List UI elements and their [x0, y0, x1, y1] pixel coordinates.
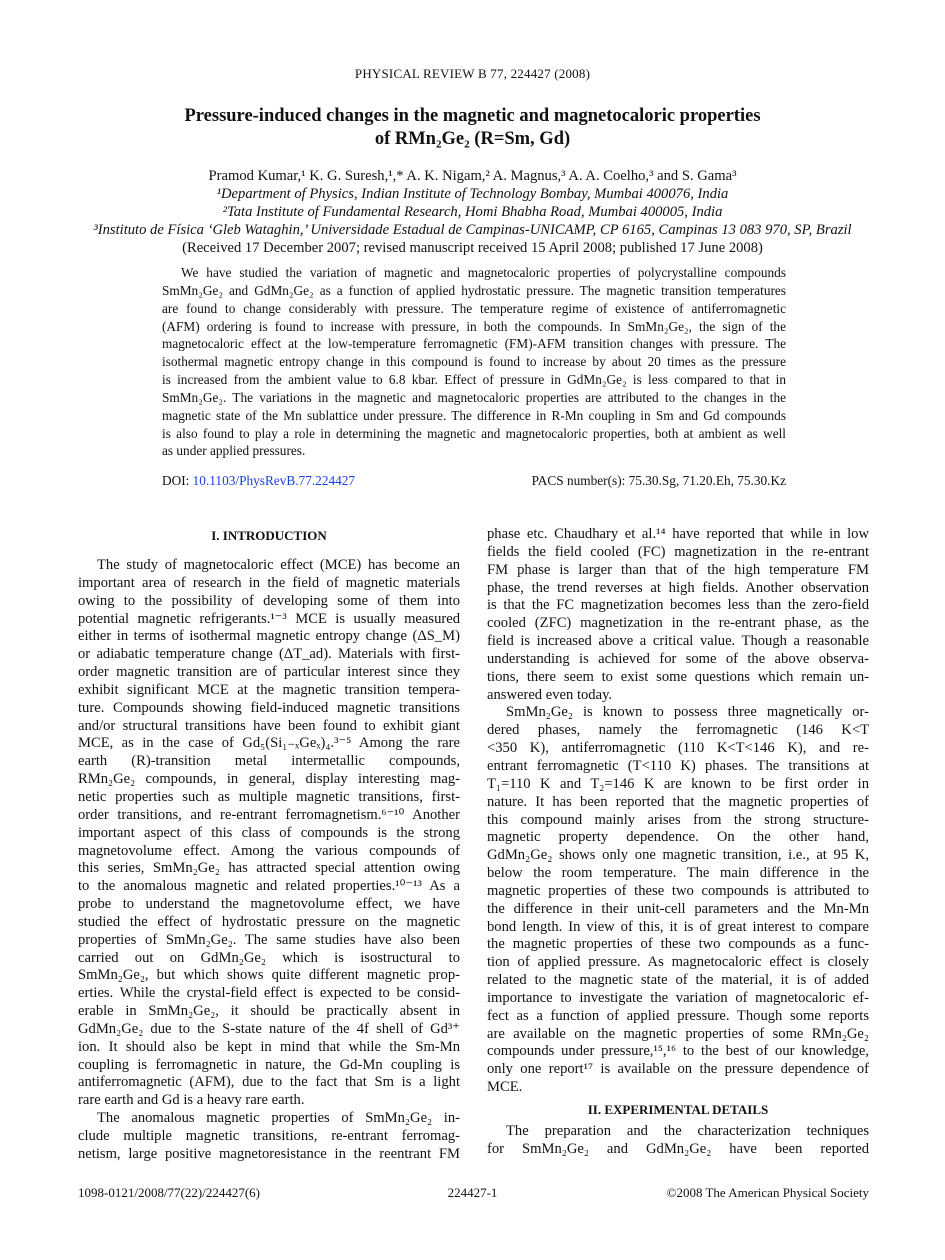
text-line: SmMn₂Ge₂ is known to possess three magnetically or-: [506, 704, 869, 721]
text-line: (AFM) ordering is found to increase with pressure, in both the compounds. In SmMn₂Ge₂, the sign of the: [162, 318, 786, 334]
text-line: compounds under pressure,¹⁵,¹⁶ to the best of our knowledge,: [487, 1043, 869, 1060]
text-line: or adiabatic temperature change (ΔT_ad). Materials with first-: [78, 646, 460, 663]
text-line: rare earth and Gd is a heavy rare earth.: [78, 1092, 305, 1109]
text-line: the difference in their unit-cell parameters and the Mn-Mn: [487, 900, 869, 917]
text-line: phase etc. Chaudhary et al.¹⁴ have reported that while in low: [487, 526, 869, 542]
text-line: The study of magnetocaloric effect (MCE) has become an: [97, 557, 460, 573]
author-list: Pramod Kumar,¹ K. G. Suresh,¹,* A. K. Nigam,² A. Magnus,³ A. A. Coelho,³ and S. Gama³: [208, 168, 737, 184]
doi-link[interactable]: 10.1103/PhysRevB.77.224427: [192, 473, 356, 488]
paragraph: [487, 704, 869, 1097]
paragraph: [78, 1110, 460, 1164]
text-line: coupling is ferromagnetic in nature, the Gd-Mn coupling is: [78, 1056, 460, 1073]
text-line: this compound mainly arises from the strong structure-: [487, 811, 869, 828]
text-line: MCE, as in the case of Gd₅(Si₁₋ₓGeₓ)₄.³⁻⁵ Among the rare: [78, 735, 460, 752]
footer-copyright: ©2008 The American Physical Society: [666, 1185, 869, 1200]
text-line: entrant ferromagnetic (T<110 K) phases. The transitions at: [487, 757, 869, 774]
affiliation-2: ²Tata Institute of Fundamental Research, Homi Bhabha Road, Mumbai 400005, India: [222, 204, 723, 220]
text-line: ion. It should also be kept in mind that while the Sm-Mn: [78, 1038, 460, 1055]
journal-header: PHYSICAL REVIEW B 77, 224427 (2008): [354, 66, 591, 81]
author-block: [0, 167, 945, 257]
text-line: answered even today.: [487, 686, 613, 703]
text-line: isothermal magnetic entropy change in this compound is found to increase by about 20 times as the pressure: [162, 354, 786, 370]
text-line: GdMn₂Ge₂ shows only one magnetic transition, i.e., at 95 K,: [487, 847, 869, 864]
text-line: importance to investigate the variation of magnetocaloric ef-: [487, 989, 869, 1006]
text-line: this series, SmMn₂Ge₂ has attracted special attention owing: [78, 860, 460, 877]
text-line: The preparation and the characterization techniques: [506, 1123, 869, 1139]
text-line: exhibit significant MCE at the magnetic transition tempera-: [78, 681, 460, 698]
text-line: carried out on GdMn₂Ge₂ which is isostructural to: [78, 949, 460, 966]
section-heading-introduction: I. INTRODUCTION: [211, 528, 327, 543]
text-line: erties. While the crystal-field effect is expected to be consid-: [78, 985, 460, 1002]
affiliation-3: ³Instituto de Física ‘Gleb Wataghin,’ Universidade Estadual de Campinas-UNICAMP, CP 6165, Campinas 13 083 970, SP, Brazil: [93, 222, 852, 238]
text-line: SmMn₂Ge₂. The variations in the magnetic and magnetocaloric properties are attributed to the changes in the: [162, 389, 786, 405]
text-line: dered phases, namely the ferromagnetic (146 K<T: [487, 722, 869, 739]
right-column: [487, 526, 869, 1159]
text-line: ture. Compounds showing field-induced magnetic transitions: [78, 699, 460, 716]
text-line: important area of research in the field of magnetic materials: [78, 574, 460, 591]
text-line: MCE.: [487, 1079, 523, 1096]
text-line: We have studied the variation of magnetic and magnetocaloric properties of polycrystalline compounds: [181, 265, 786, 280]
text-line: magnetic state of the Mn sublattice under pressure. The difference in R-Mn coupling in Sm and Gd compounds: [162, 407, 786, 423]
text-line: earth (R)-transition metal intermetallic compounds,: [78, 753, 460, 770]
text-line: phase, the trend reverses at high fields. Another observation: [487, 579, 869, 596]
doi-label: DOI:: [162, 473, 190, 488]
text-line: <350 K), antiferromagnetic (110 K<T<146 K), and re-: [487, 740, 869, 757]
text-line: order magnetic transition are of particular interest since they: [78, 664, 460, 681]
title-line-1: Pressure-induced changes in the magnetic and magnetocaloric properties: [184, 106, 761, 126]
text-line: field is increased above a critical value. Though a reasonable: [487, 633, 869, 650]
text-line: nature. It has been reported that the magnetic properties of: [487, 793, 869, 810]
text-line: only one report¹⁷ is available on the pressure dependence of: [487, 1061, 869, 1078]
text-line: related to the magnetic state of the material, it is of added: [487, 972, 869, 989]
text-line: fields the field cooled (FC) magnetization in the re-entrant: [487, 543, 869, 560]
paragraph: [78, 557, 460, 1110]
text-line: probe to understand the magnetovolume effect, we have: [78, 896, 460, 913]
text-line: potential magnetic refrigerants.¹⁻³ MCE is usually measured: [78, 610, 460, 627]
text-line: erable in SmMn₂Ge₂, it should be practically absent in: [78, 1003, 460, 1020]
text-line: tions, there seem to exist some questions which remain un-: [487, 668, 869, 685]
text-line: SmMn₂Ge₂ and GdMn₂Ge₂ as a function of applied hydrostatic pressure. The magnetic transition temperatures: [162, 282, 786, 298]
text-line: below the room temperature. The main difference in the: [487, 865, 869, 882]
paragraph: [487, 526, 869, 704]
text-line: antiferromagnetic (AFM), due to the fact that Sm is a light: [78, 1074, 460, 1091]
text-line: cooled (ZFC) magnetization in the re-entrant phase, as the: [487, 615, 869, 632]
text-line: to the anomalous magnetic and related properties.¹⁰⁻¹³ As a: [78, 878, 460, 895]
text-line: are found to change considerably with pressure. The temperature regime of existence of antiferromagnetic: [162, 300, 786, 316]
text-line: and/or structural transitions have been found to exhibit giant: [78, 717, 460, 734]
doi-line: [162, 473, 355, 489]
text-line: owing to the possibility of developing some of them into: [78, 592, 460, 609]
footer-issn: 1098-0121/2008/77(22)/224427(6): [78, 1185, 260, 1200]
text-line: is also found to play a role in determining the magnetic and magnetocaloric properties, both at ambient as well: [162, 425, 786, 441]
text-line: magnetocaloric effect at the low-temperature ferromagnetic (FM)-AFM transition changes with pressure. The: [162, 336, 786, 352]
pacs-numbers: PACS number(s): 75.30.Sg, 71.20.Eh, 75.30.Kz: [531, 473, 786, 488]
text-line: T₁=110 K and T₂=146 K are known to be first order in: [487, 775, 869, 792]
received-dates: (Received 17 December 2007; revised manuscript received 15 April 2008; published 17 June 2008): [182, 240, 763, 256]
text-line: tion of applied pressure. As magnetocaloric effect is closely: [487, 954, 869, 971]
footer-page-number: 224427-1: [447, 1185, 498, 1200]
text-line: is that the FC magnetization becomes less than the zero-field: [487, 597, 869, 614]
text-line: RMn₂Ge₂ compounds, in general, display interesting mag-: [78, 771, 460, 788]
text-line: either in terms of isothermal magnetic entropy change (ΔS_M): [78, 628, 460, 645]
paragraph: [487, 1123, 869, 1159]
text-line: FM phase is larger than that of the high temperature FM: [487, 561, 869, 578]
text-line: is increased from the ambient value to 6.8 kbar. Effect of pressure in GdMn₂Ge₂ is less compared to that in: [162, 372, 786, 388]
text-line: clude multiple magnetic transitions, re-entrant ferromag-: [78, 1128, 460, 1144]
text-line: netism, large positive magnetoresistance in the reentrant FM: [78, 1145, 460, 1162]
text-line: for SmMn₂Ge₂ and GdMn₂Ge₂ have been reported: [487, 1140, 869, 1157]
text-line: as under applied pressures.: [162, 443, 306, 459]
text-line: important aspect of this class of compounds is the strong: [78, 824, 460, 841]
title-line-2: of RMn₂Ge₂ (R=Sm, Gd): [374, 129, 571, 149]
text-line: understanding is achieved for some of the above observa-: [487, 650, 869, 667]
paragraph: [162, 264, 786, 460]
affiliation-1: ¹Department of Physics, Indian Institute of Technology Bombay, Mumbai 400076, India: [216, 186, 729, 202]
text-line: GdMn₂Ge₂ due to the S-state nature of the 4f shell of Gd³⁺: [78, 1020, 460, 1037]
text-line: magnetic properties of these two compounds is attributed to: [487, 882, 869, 899]
text-line: are available on the magnetic properties of some RMn₂Ge₂: [487, 1025, 869, 1042]
text-line: The anomalous magnetic properties of SmMn₂Ge₂ in-: [97, 1110, 460, 1127]
text-line: fect as a function of applied pressure. Though some reports: [487, 1007, 869, 1024]
text-line: SmMn₂Ge₂, but which shows quite different magnetic prop-: [78, 967, 460, 984]
text-line: magnetovolume effect. Among the various compounds of: [78, 842, 460, 859]
text-line: bond length. In view of this, it is of great interest to compare: [487, 918, 869, 935]
text-line: netic properties such as multiple magnetic transitions, first-: [78, 788, 460, 805]
left-column: [78, 557, 460, 1164]
text-line: the magnetic properties of these two compounds as a func-: [487, 936, 869, 953]
text-line: order transitions, and re-entrant ferromagnetism.⁶⁻¹⁰ Another: [78, 806, 460, 823]
text-line: magnetic property dependence. On the other hand,: [487, 829, 869, 846]
text-line: studied the effect of hydrostatic pressure on the magnetic: [78, 913, 460, 930]
text-line: properties of SmMn₂Ge₂. The same studies have also been: [78, 931, 460, 948]
section-heading: II. EXPERIMENTAL DETAILS: [587, 1102, 769, 1117]
abstract: [162, 264, 786, 460]
paper-title: [0, 105, 945, 151]
